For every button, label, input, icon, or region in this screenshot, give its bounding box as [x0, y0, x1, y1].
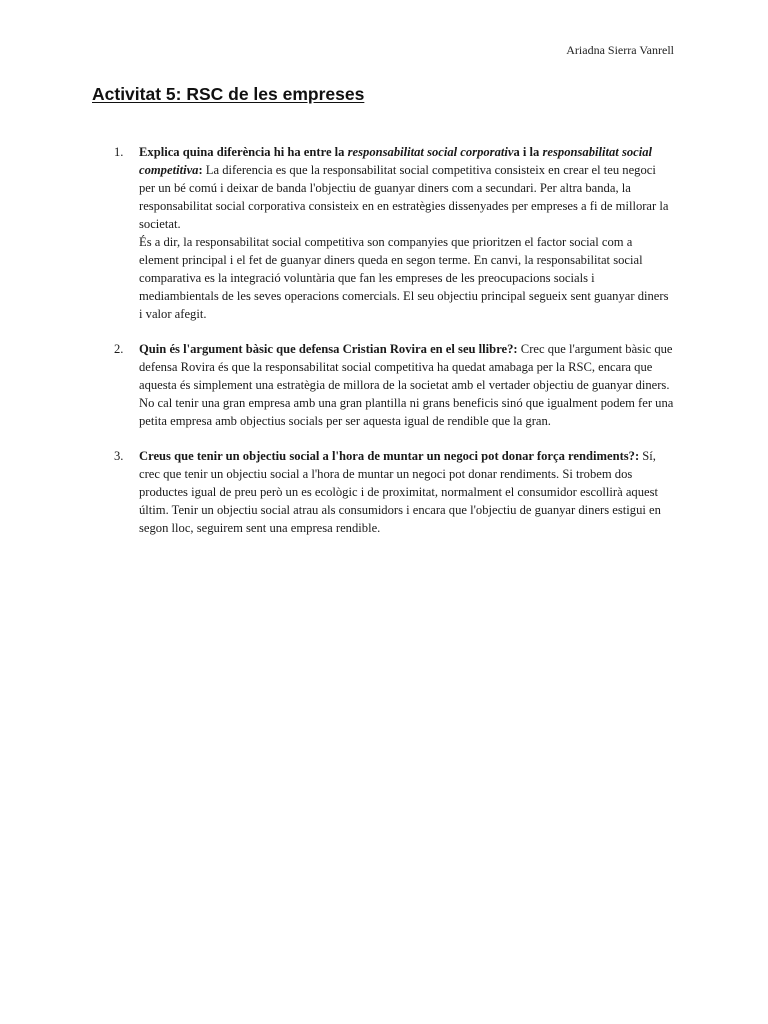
answer-text: La diferencia es que la responsabilitat social competitiva consisteix en crear el teu negoci per un bé comú i deixar de banda l'objectiu de guanyar diners com a secundari. Per altra banda, la responsabilitat social corporativa consisteix en en estratègies dissenyades per empreses a fi de millorar la societat.: [139, 163, 669, 231]
question-text-part: Explica quina diferència hi ha entre la: [139, 145, 348, 159]
document-title: Activitat 5: RSC de les empreses: [92, 84, 365, 104]
question-item-3: [114, 447, 674, 537]
question-emphasis: responsabilitat social competitiva: [139, 145, 653, 177]
question-body: [139, 340, 674, 430]
answer-text: Crec que l'argument bàsic que defensa Rovira és que la responsabilitat social competitiva ha quedat amabaga per la RSC, encara que aquesta és simplement una estratègia de millora de la societat amb el vertader objectiu de guanyar diners.: [139, 342, 673, 392]
question-paragraph: [139, 447, 674, 537]
question-number: 3.: [114, 449, 124, 463]
answer-paragraph: És a dir, la responsabilitat social competitiva son companyies que prioritzen el factor social com a element principal i el fet de guanyar diners queda en segon terme. En canvi, la responsabilitat social comparativa es la integració voluntària que fan les empreses de les preocupacions socials i mediambientals de les seves operacions comercials. El seu objectiu principal segueix sent guanyar diners i valor afegit.: [139, 235, 669, 321]
question-emphasis: responsabilitat social corporativ: [347, 145, 514, 159]
question-text: Creus que tenir un objectiu social a l'hora de muntar un negoci pot donar força rendiments?:: [139, 449, 640, 463]
question-text-part: :: [198, 163, 203, 177]
question-paragraph: [139, 143, 674, 233]
question-item-2: [114, 340, 674, 430]
question-text: Quin és l'argument bàsic que defensa Cristian Rovira en el seu llibre?:: [139, 342, 518, 356]
question-body: [139, 447, 674, 537]
question-paragraph: [139, 340, 674, 394]
question-body: [139, 143, 674, 323]
questions-list: [114, 143, 674, 554]
question-item-1: [114, 143, 674, 323]
question-text-part: a i la: [513, 145, 543, 159]
answer-paragraph: No cal tenir una gran empresa amb una gran plantilla ni grans beneficis sinó que igualment podem fer una petita empresa amb objectius socials per ser aquesta igual de rendible que la gran.: [139, 396, 674, 428]
header-author-name: Ariadna Sierra Vanrell: [566, 43, 674, 57]
answer-text: Sí, crec que tenir un objectiu social a l'hora de muntar un negoci pot donar rendiments. Si trobem dos productes igual de preu però un es ecològic i de proximitat, normalment el consumidor escollirà aquest últim. Tenir un objectiu social atrau als consumidors i encara que l'objectiu de guanyar diners estigui en segon lloc, seguirem sent una empresa rendible.: [139, 449, 661, 535]
question-number: 2.: [114, 342, 124, 356]
question-number: 1.: [114, 145, 124, 159]
